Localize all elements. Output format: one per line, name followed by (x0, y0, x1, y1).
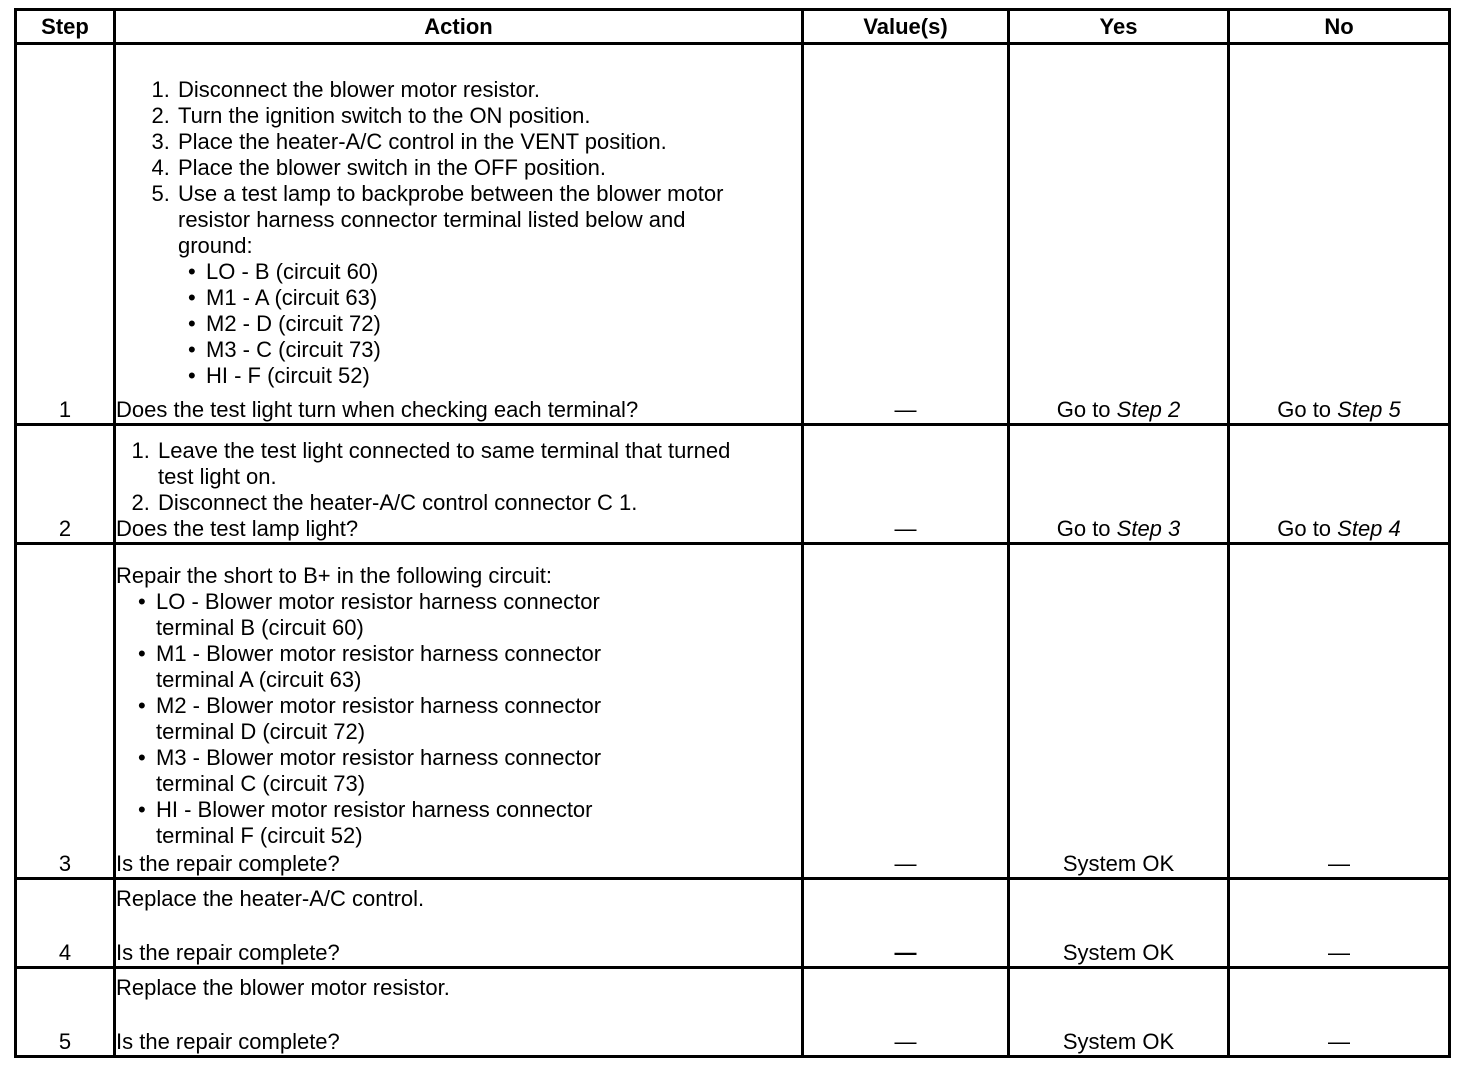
value-cell: — (803, 544, 1009, 879)
action-cell (115, 879, 803, 968)
no-step-ref: Step 5 (1337, 397, 1401, 422)
yes-prefix: Go to (1056, 397, 1117, 422)
header-yes: Yes (1009, 10, 1229, 44)
spacer (116, 1001, 801, 1029)
header-no: No (1229, 10, 1450, 44)
header-row (16, 10, 1450, 44)
action-step: 2. Disconnect the heater-A/C control connector C 1. (156, 490, 801, 516)
action-intro: Repair the short to B+ in the following circuit: (116, 563, 552, 588)
circuit-item: • M2 - Blower motor resistor harness connector terminal D (circuit 72) (134, 693, 651, 745)
diagnostic-table-wrapper (14, 8, 1448, 1058)
action-step (176, 181, 801, 389)
yes-prefix: Go to (1056, 516, 1117, 541)
action-step-text: Use a test lamp to backprobe between the blower motor resistor harness connector terminal listed below and ground: (178, 181, 724, 258)
action-step: 3. Place the heater-A/C control in the VENT position. (176, 129, 801, 155)
no-cell: — (1229, 879, 1450, 968)
action-steps-list (116, 77, 801, 389)
action-step: 2. Turn the ignition switch to the ON position. (176, 103, 801, 129)
circuit-item: • M3 - Blower motor resistor harness connector terminal C (circuit 73) (134, 745, 651, 797)
yes-step-ref: Step 3 (1116, 516, 1181, 541)
step-number: 1 (16, 44, 115, 425)
action-step: 4. Place the blower switch in the OFF position. (176, 155, 801, 181)
action-cell (115, 544, 803, 879)
terminal-item: • M2 - D (circuit 72) (184, 311, 761, 337)
header-step: Step (16, 10, 115, 44)
terminal-item: • M3 - C (circuit 73) (184, 337, 761, 363)
action-intro: Replace the blower motor resistor. (116, 975, 450, 1000)
action-cell (115, 968, 803, 1057)
no-prefix: Go to (1277, 516, 1338, 541)
value-cell: — (803, 879, 1009, 968)
action-step: 1. Leave the test light connected to same terminal that turned test light on. (156, 438, 801, 490)
table-row-step-1 (16, 44, 1450, 425)
value-cell: — (803, 44, 1009, 425)
circuit-item: • M1 - Blower motor resistor harness connector terminal A (circuit 63) (134, 641, 651, 693)
yes-cell: System OK (1009, 879, 1229, 968)
action-steps-list (116, 438, 801, 516)
step-number: 2 (16, 425, 115, 544)
spacer (116, 912, 801, 940)
action-intro: Replace the heater-A/C control. (116, 886, 425, 911)
no-cell (1229, 425, 1450, 544)
action-question: Does the test lamp light? (116, 516, 359, 541)
yes-cell (1009, 44, 1229, 425)
action-step: 1. Disconnect the blower motor resistor. (176, 77, 801, 103)
no-cell: — (1229, 968, 1450, 1057)
header-values: Value(s) (803, 10, 1009, 44)
action-question: Is the repair complete? (116, 851, 340, 876)
terminal-item: • M1 - A (circuit 63) (184, 285, 761, 311)
yes-cell: System OK (1009, 968, 1229, 1057)
terminal-list (178, 259, 761, 389)
header-action: Action (115, 10, 803, 44)
yes-cell (1009, 425, 1229, 544)
table-row-step-3 (16, 544, 1450, 879)
table-row-step-5 (16, 968, 1450, 1057)
circuit-list (116, 589, 801, 849)
action-cell (115, 44, 803, 425)
no-step-ref: Step 4 (1337, 516, 1401, 541)
no-prefix: Go to (1277, 397, 1338, 422)
terminal-item: • HI - F (circuit 52) (184, 363, 761, 389)
diagnostic-table (14, 8, 1451, 1058)
circuit-item: • HI - Blower motor resistor harness connector terminal F (circuit 52) (134, 797, 651, 849)
value-cell: — (803, 425, 1009, 544)
action-question: Is the repair complete? (116, 940, 340, 965)
yes-cell: System OK (1009, 544, 1229, 879)
action-question: Is the repair complete? (116, 1029, 340, 1054)
step-number: 4 (16, 879, 115, 968)
terminal-item: • LO - B (circuit 60) (184, 259, 761, 285)
table-row-step-2 (16, 425, 1450, 544)
no-cell: — (1229, 544, 1450, 879)
table-row-step-4 (16, 879, 1450, 968)
action-question: Does the test light turn when checking each terminal? (116, 397, 639, 422)
step-number: 3 (16, 544, 115, 879)
no-cell (1229, 44, 1450, 425)
value-cell: — (803, 968, 1009, 1057)
step-number: 5 (16, 968, 115, 1057)
yes-step-ref: Step 2 (1116, 397, 1181, 422)
action-cell (115, 425, 803, 544)
circuit-item: • LO - Blower motor resistor harness connector terminal B (circuit 60) (134, 589, 651, 641)
